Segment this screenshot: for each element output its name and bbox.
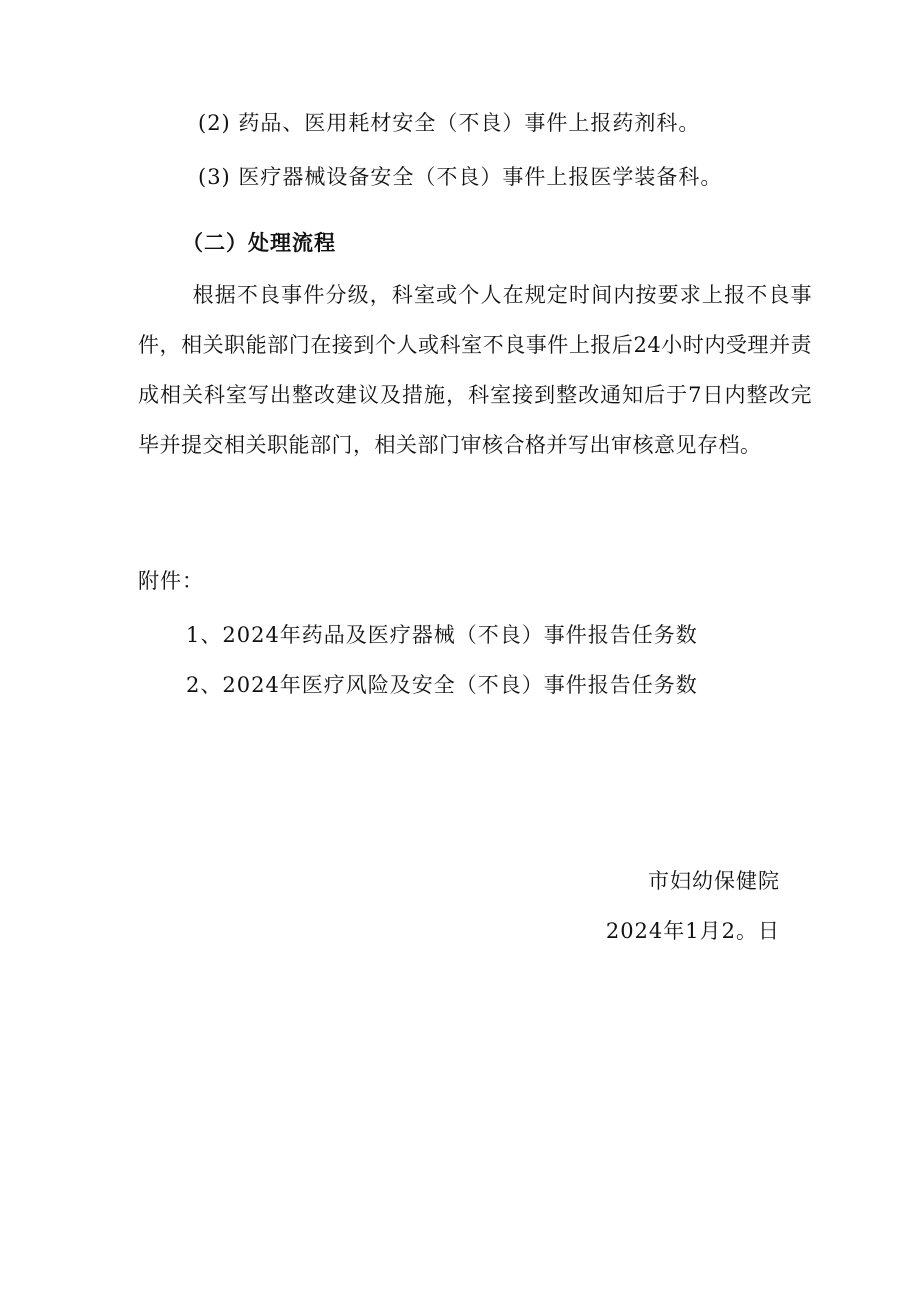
attachment-item-1: 1、2024年药品及医疗器械（不良）事件报告任务数 [186, 623, 698, 647]
section-heading: （二）处理流程 [182, 231, 336, 255]
attachment-item-2: 2、2024年医疗风险及安全（不良）事件报告任务数 [186, 673, 698, 697]
reporting-item-2: (2) 药品、医用耗材安全（不良）事件上报药剂科。 [198, 111, 701, 135]
process-paragraph: 根据不良事件分级，科室或个人在规定时间内按要求上报不良事件，相关职能部门在接到个人或科室不良事件上报后24小时内受理并责成相关科室写出整改建议及措施，科室接到整改通知后于7日内整改完毕并提交相关职能部门，相关部门审核合格并写出审核意见存档。 [138, 283, 812, 457]
signature-date: 2024年1月2。日 [605, 919, 780, 943]
attachments-label: 附件： [138, 569, 204, 593]
reporting-item-3: (3) 医疗器械设备安全（不良）事件上报医学装备科。 [198, 165, 723, 189]
signature-organization: 市妇幼保健院 [648, 869, 780, 893]
